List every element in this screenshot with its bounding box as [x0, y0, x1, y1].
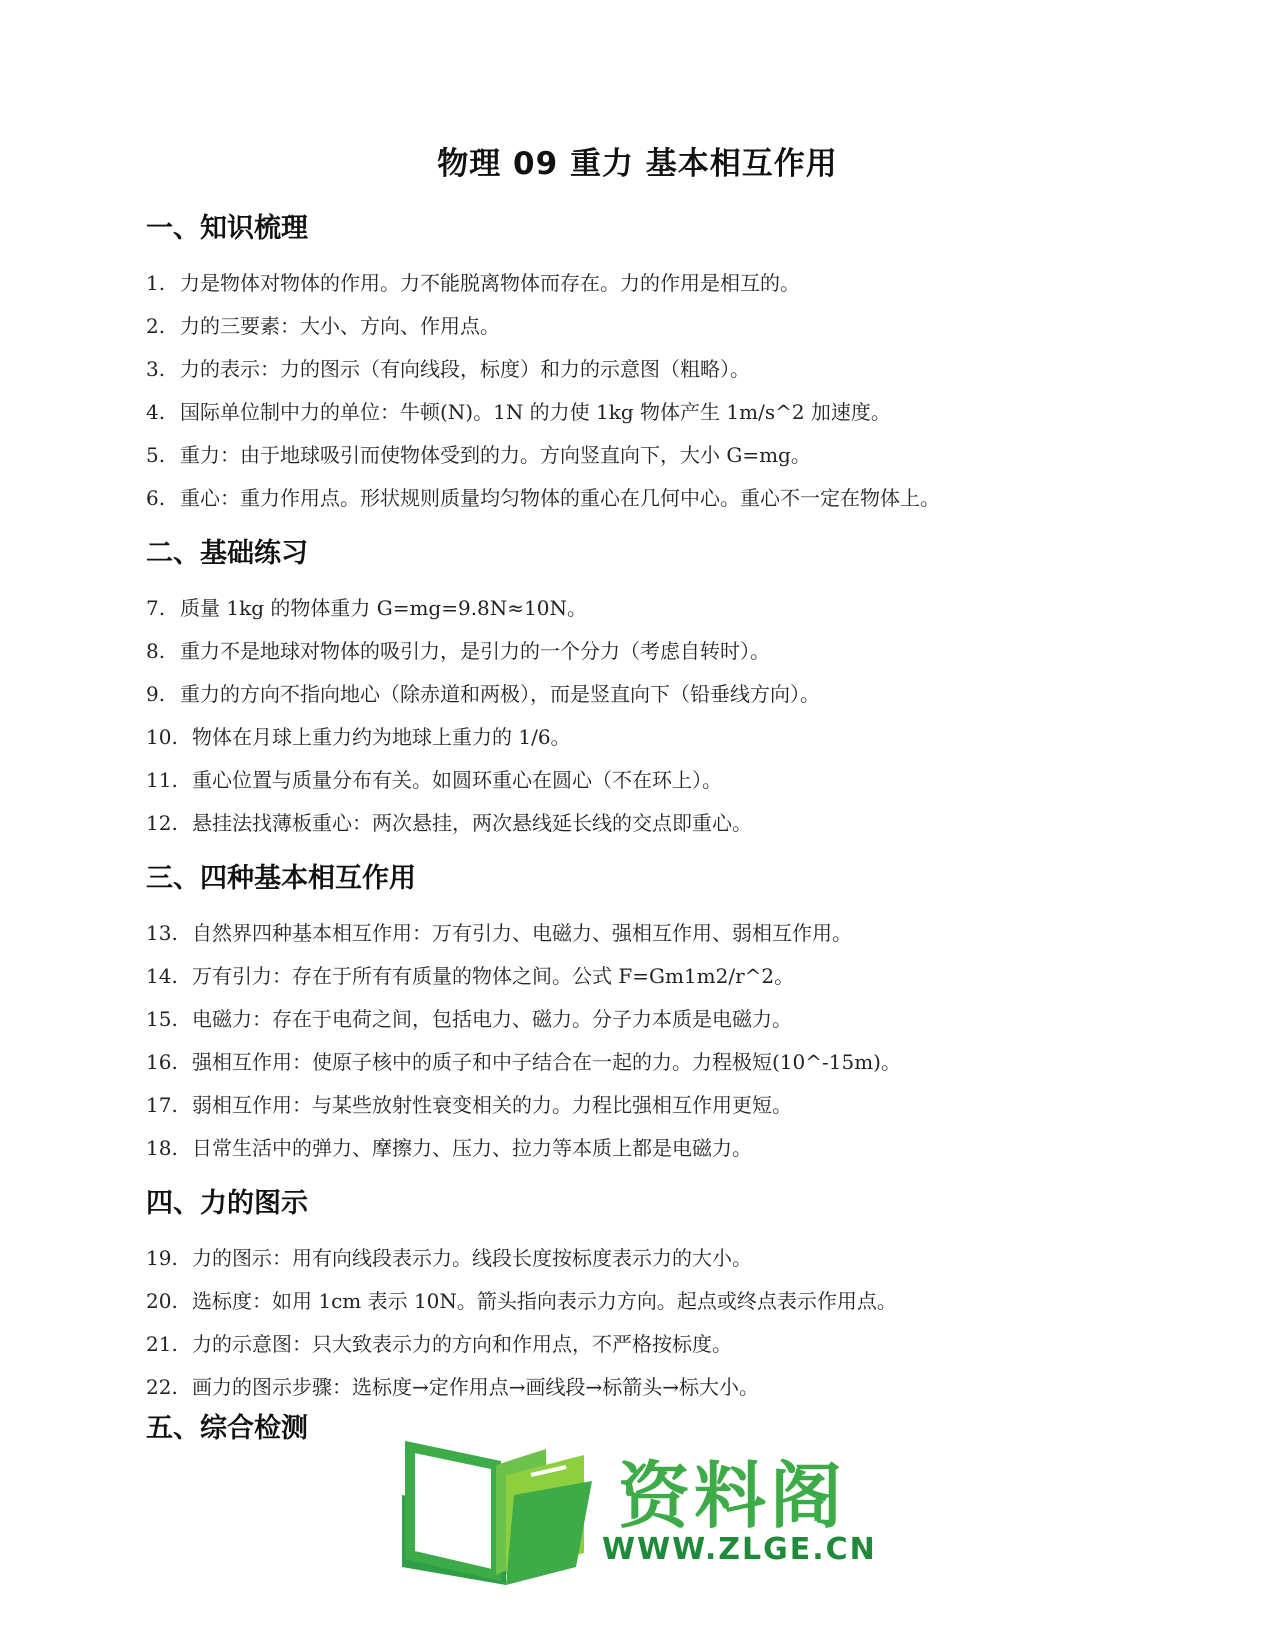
item-text: 力是物体对物体的作用。力不能脱离物体而存在。力的作用是相互的。	[180, 271, 800, 295]
item-text: 悬挂法找薄板重心：两次悬挂，两次悬线延长线的交点即重心。	[192, 811, 752, 835]
item-number: 19.	[146, 1246, 178, 1270]
list-item	[146, 1366, 1146, 1409]
section-four-interactions	[146, 862, 1146, 1170]
item-number: 16.	[146, 1050, 178, 1074]
list-item	[146, 716, 1146, 759]
item-text: 弱相互作用：与某些放射性衰变相关的力。力程比强相互作用更短。	[192, 1093, 792, 1117]
item-text: 重力的方向不指向地心（除赤道和两极），而是竖直向下（铅垂线方向）。	[180, 682, 820, 706]
item-number: 2.	[146, 314, 166, 338]
item-number: 13.	[146, 921, 178, 945]
list-item	[146, 998, 1146, 1041]
item-text: 重心：重力作用点。形状规则质量均匀物体的重心在几何中心。重心不一定在物体上。	[180, 486, 940, 510]
item-text: 强相互作用：使原子核中的质子和中子结合在一起的力。力程极短(10^-15m)。	[192, 1050, 901, 1074]
item-text: 力的示意图：只大致表示力的方向和作用点，不严格按标度。	[192, 1332, 732, 1356]
item-number: 14.	[146, 964, 178, 988]
list-item	[146, 1041, 1146, 1084]
item-text: 力的三要素：大小、方向、作用点。	[180, 314, 500, 338]
item-text: 物体在月球上重力约为地球上重力的 1/6。	[192, 725, 571, 749]
item-number: 21.	[146, 1332, 178, 1356]
page-title: 物理 09 重力 基本相互作用	[437, 146, 838, 182]
item-text: 万有引力：存在于所有有质量的物体之间。公式 F=Gm1m2/r^2。	[192, 964, 795, 988]
section-basic-practice	[146, 537, 1146, 845]
list-item	[146, 955, 1146, 998]
brand-name: 资料阁	[618, 1454, 847, 1538]
list-item	[146, 348, 1146, 391]
list-item	[146, 391, 1146, 434]
section-heading: 四、力的图示	[146, 1188, 308, 1219]
item-number: 6.	[146, 486, 166, 510]
item-number: 3.	[146, 357, 166, 381]
section-heading: 三、四种基本相互作用	[146, 863, 416, 894]
item-number: 5.	[146, 443, 166, 467]
item-text: 力的图示：用有向线段表示力。线段长度按标度表示力的大小。	[192, 1246, 752, 1270]
section-force-diagram	[146, 1187, 1146, 1409]
list-item	[146, 587, 1146, 630]
list-item	[146, 1084, 1146, 1127]
list-item	[146, 673, 1146, 716]
item-text: 重力不是地球对物体的吸引力，是引力的一个分力（考虑自转时）。	[180, 639, 770, 663]
section-heading: 二、基础练习	[146, 538, 308, 569]
list-item	[146, 1237, 1146, 1280]
item-number: 11.	[146, 768, 178, 792]
item-text: 重力：由于地球吸引而使物体受到的力。方向竖直向下，大小 G=mg。	[180, 443, 811, 467]
item-text: 日常生活中的弹力、摩擦力、压力、拉力等本质上都是电磁力。	[192, 1136, 752, 1160]
section-heading: 五、综合检测	[146, 1413, 308, 1444]
list-item	[146, 912, 1146, 955]
list-item	[146, 434, 1146, 477]
item-number: 8.	[146, 639, 166, 663]
item-number: 17.	[146, 1093, 178, 1117]
item-number: 4.	[146, 400, 166, 424]
brand-url: WWW.ZLGE.CN	[602, 1532, 877, 1567]
list-item	[146, 262, 1146, 305]
item-text: 力的表示：力的图示（有向线段，标度）和力的示意图（粗略）。	[180, 357, 750, 381]
list-item	[146, 759, 1146, 802]
item-number: 7.	[146, 596, 166, 620]
section-knowledge	[146, 212, 1146, 520]
item-number: 20.	[146, 1289, 178, 1313]
item-text: 质量 1kg 的物体重力 G=mg=9.8N≈10N。	[180, 596, 587, 620]
list-item	[146, 802, 1146, 845]
item-text: 重心位置与质量分布有关。如圆环重心在圆心（不在环上）。	[192, 768, 722, 792]
list-item	[146, 1280, 1146, 1323]
list-item	[146, 1323, 1146, 1366]
item-text: 电磁力：存在于电荷之间，包括电力、磁力。分子力本质是电磁力。	[192, 1007, 792, 1031]
list-item	[146, 305, 1146, 348]
section-heading: 一、知识梳理	[146, 213, 308, 244]
list-item	[146, 477, 1146, 520]
item-number: 12.	[146, 811, 178, 835]
item-number: 15.	[146, 1007, 178, 1031]
list-item	[146, 630, 1146, 673]
item-number: 1.	[146, 271, 166, 295]
list-item	[146, 1127, 1146, 1170]
item-number: 9.	[146, 682, 166, 706]
item-number: 10.	[146, 725, 178, 749]
item-text: 自然界四种基本相互作用：万有引力、电磁力、强相互作用、弱相互作用。	[192, 921, 852, 945]
item-number: 18.	[146, 1136, 178, 1160]
item-text: 画力的图示步骤：选标度→定作用点→画线段→标箭头→标大小。	[192, 1375, 760, 1399]
item-text: 选标度：如用 1cm 表示 10N。箭头指向表示力方向。起点或终点表示作用点。	[192, 1289, 897, 1313]
item-number: 22.	[146, 1375, 178, 1399]
item-text: 国际单位制中力的单位：牛顿(N)。1N 的力使 1kg 物体产生 1m/s^2 加速度。	[180, 400, 891, 424]
